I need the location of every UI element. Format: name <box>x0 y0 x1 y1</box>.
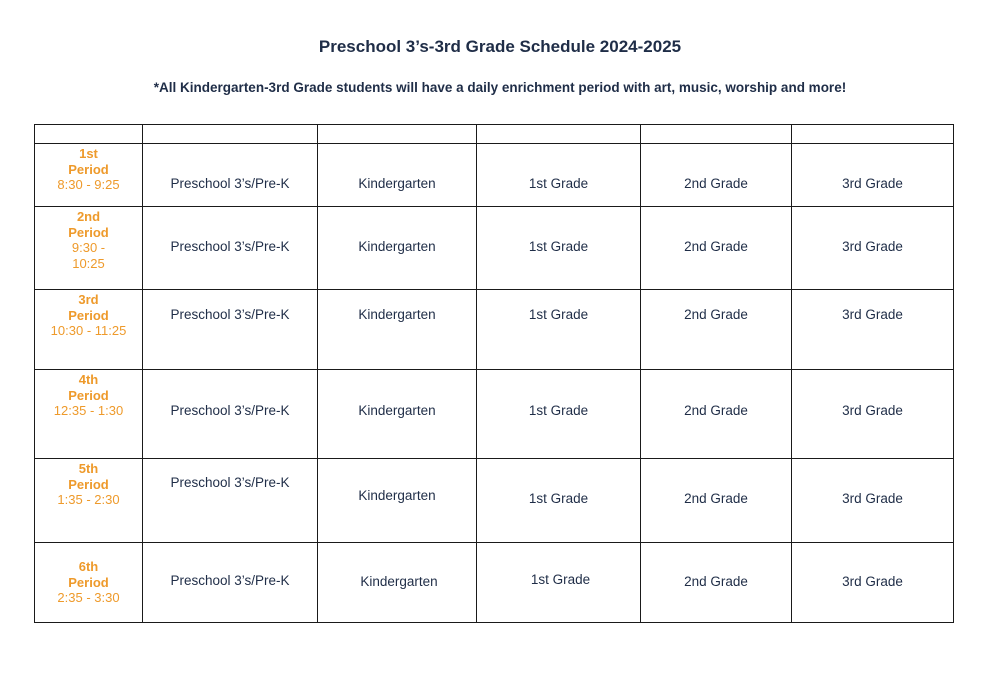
period-time: 10:30 - 11:25 <box>50 323 127 338</box>
class-cell: Preschool 3’s/Pre-K <box>143 144 318 207</box>
period-number: 2nd <box>76 209 101 224</box>
class-cell: 3rd Grade <box>792 207 954 290</box>
header-cell <box>35 125 143 144</box>
period-time: 2:35 - 3:30 <box>57 590 120 605</box>
period-word: Period <box>68 161 109 177</box>
table-row <box>35 459 954 543</box>
period-word: Period <box>68 387 109 403</box>
class-cell: Preschool 3’s/Pre-K <box>143 459 318 543</box>
class-cell: 1st Grade <box>477 543 641 623</box>
period-label <box>35 370 143 459</box>
class-cell: 2nd Grade <box>641 459 792 543</box>
class-cell: 3rd Grade <box>792 543 954 623</box>
class-cell: 1st Grade <box>477 459 641 543</box>
table-row <box>35 144 954 207</box>
period-number: 5th <box>78 461 99 476</box>
class-cell: 1st Grade <box>477 290 641 370</box>
period-number: 3rd <box>78 292 99 307</box>
table-row <box>35 543 954 623</box>
class-cell: 1st Grade <box>477 207 641 290</box>
class-cell: 2nd Grade <box>641 543 792 623</box>
period-label <box>35 144 143 207</box>
enrichment-note: *All Kindergarten-3rd Grade students will have a daily enrichment period with art, music, worship and more! <box>153 80 847 95</box>
period-number: 1st <box>79 146 98 161</box>
class-cell: 2nd Grade <box>641 207 792 290</box>
header-row <box>35 125 954 144</box>
header-cell <box>477 125 641 144</box>
period-time: 9:30 - 10:25 <box>71 240 106 271</box>
header-cell <box>641 125 792 144</box>
class-cell: Preschool 3’s/Pre-K <box>143 207 318 290</box>
class-cell: 1st Grade <box>477 144 641 207</box>
class-cell: 2nd Grade <box>641 290 792 370</box>
class-cell: Kindergarten <box>318 370 477 459</box>
period-label <box>35 207 143 290</box>
class-cell: Kindergarten <box>318 459 477 543</box>
class-cell: 3rd Grade <box>792 370 954 459</box>
period-time: 12:35 - 1:30 <box>53 403 124 418</box>
period-word: Period <box>68 307 109 323</box>
class-cell: 3rd Grade <box>792 290 954 370</box>
schedule-table <box>34 124 954 623</box>
period-time: 8:30 - 9:25 <box>57 177 120 192</box>
class-cell: Kindergarten <box>318 144 477 207</box>
period-label <box>35 543 143 623</box>
header-cell <box>143 125 318 144</box>
period-label <box>35 459 143 543</box>
class-cell: Preschool 3’s/Pre-K <box>143 290 318 370</box>
class-cell: Preschool 3’s/Pre-K <box>143 543 318 623</box>
table-row <box>35 207 954 290</box>
header-cell <box>792 125 954 144</box>
class-cell: Kindergarten <box>318 543 477 623</box>
period-number: 4th <box>78 372 99 387</box>
table-row <box>35 370 954 459</box>
class-cell: 2nd Grade <box>641 370 792 459</box>
table-row <box>35 290 954 370</box>
class-cell: 3rd Grade <box>792 459 954 543</box>
header-cell <box>318 125 477 144</box>
class-cell: 2nd Grade <box>641 144 792 207</box>
period-word: Period <box>68 224 109 240</box>
period-word: Period <box>68 476 109 492</box>
class-cell: Kindergarten <box>318 290 477 370</box>
period-word: Period <box>68 574 109 590</box>
class-cell: 1st Grade <box>477 370 641 459</box>
class-cell: 3rd Grade <box>792 144 954 207</box>
period-number: 6th <box>78 559 99 574</box>
period-label <box>35 290 143 370</box>
class-cell: Kindergarten <box>318 207 477 290</box>
period-time: 1:35 - 2:30 <box>57 492 120 507</box>
page-title: Preschool 3’s-3rd Grade Schedule 2024-2025 <box>318 37 682 56</box>
class-cell: Preschool 3’s/Pre-K <box>143 370 318 459</box>
